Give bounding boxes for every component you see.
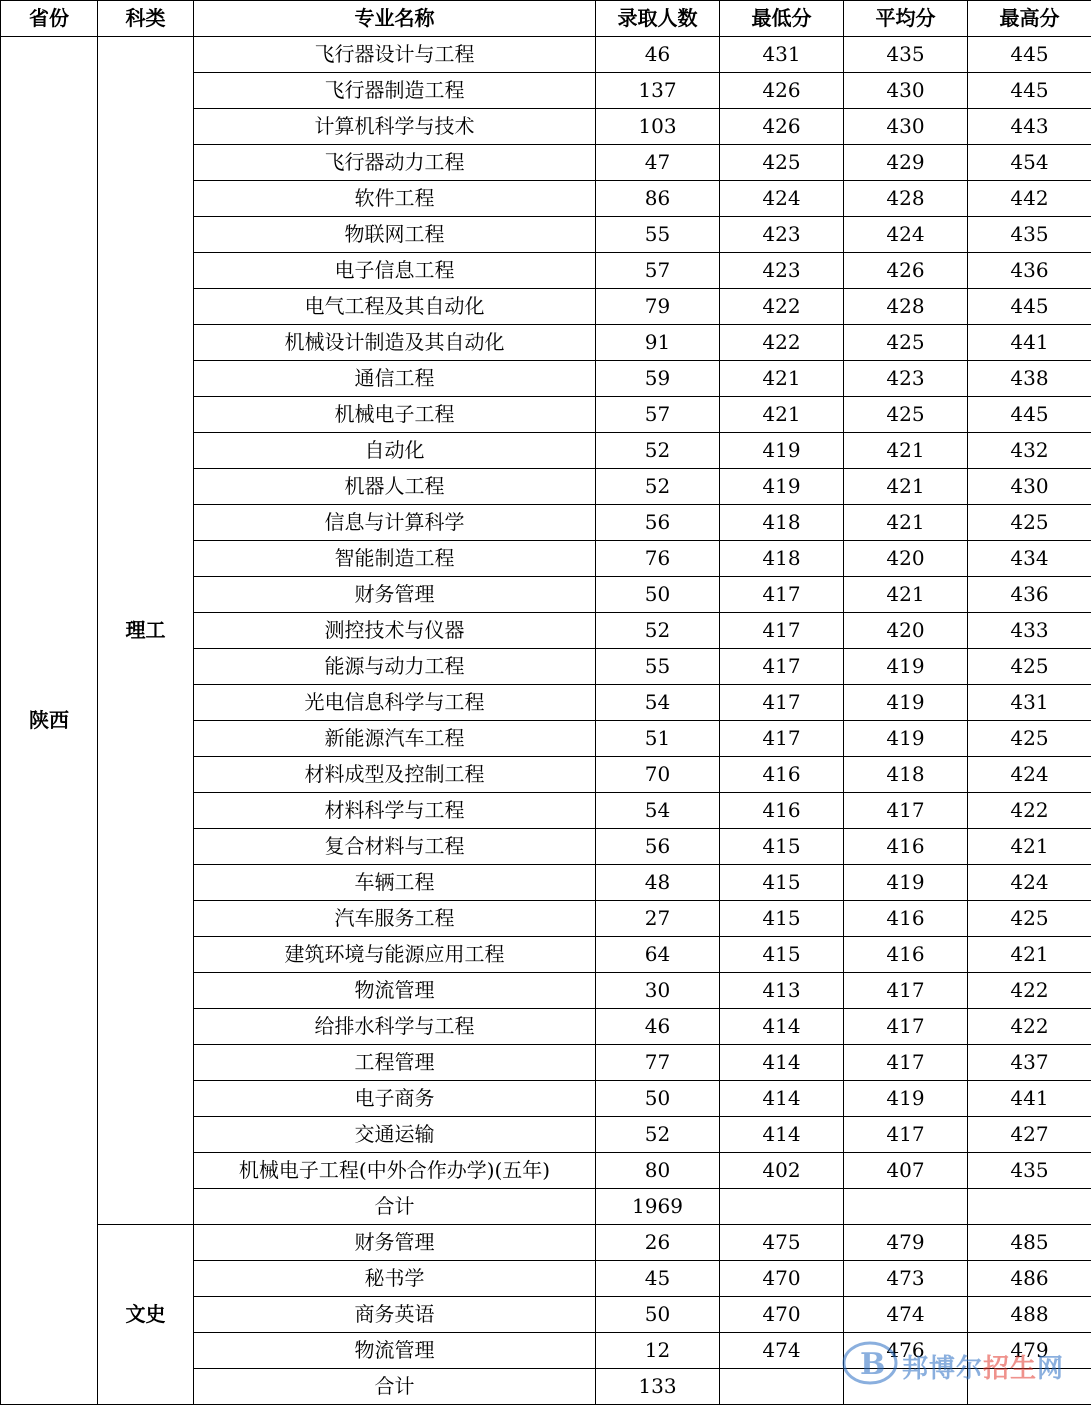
table-row bbox=[1, 37, 1091, 73]
category-cell: 理工 bbox=[98, 37, 194, 1225]
avg-score-cell: 430 bbox=[844, 109, 968, 145]
major-name-cell: 秘书学 bbox=[194, 1261, 596, 1297]
admitted-count-cell: 79 bbox=[596, 289, 720, 325]
admitted-count-cell: 70 bbox=[596, 757, 720, 793]
major-name-cell: 光电信息科学与工程 bbox=[194, 685, 596, 721]
major-name-cell: 电子商务 bbox=[194, 1081, 596, 1117]
total-label-cell: 合计 bbox=[194, 1369, 596, 1405]
min-score-cell: 470 bbox=[720, 1261, 844, 1297]
avg-score-cell: 425 bbox=[844, 325, 968, 361]
avg-score-cell: 425 bbox=[844, 397, 968, 433]
avg-score-cell: 419 bbox=[844, 865, 968, 901]
major-name-cell: 物流管理 bbox=[194, 973, 596, 1009]
major-name-cell: 自动化 bbox=[194, 433, 596, 469]
max-score-cell: 486 bbox=[968, 1261, 1091, 1297]
max-score-cell: 435 bbox=[968, 217, 1091, 253]
min-score-cell: 474 bbox=[720, 1333, 844, 1369]
header-province: 省份 bbox=[1, 1, 98, 37]
max-score-cell: 427 bbox=[968, 1117, 1091, 1153]
max-score-cell: 445 bbox=[968, 289, 1091, 325]
admitted-count-cell: 55 bbox=[596, 217, 720, 253]
avg-score-cell: 421 bbox=[844, 469, 968, 505]
major-name-cell: 飞行器动力工程 bbox=[194, 145, 596, 181]
max-score-cell: 441 bbox=[968, 325, 1091, 361]
total-count-cell: 133 bbox=[596, 1369, 720, 1405]
avg-score-cell: 416 bbox=[844, 829, 968, 865]
avg-score-cell: 428 bbox=[844, 181, 968, 217]
max-score-cell: 422 bbox=[968, 1009, 1091, 1045]
admitted-count-cell: 56 bbox=[596, 829, 720, 865]
admitted-count-cell: 86 bbox=[596, 181, 720, 217]
major-name-cell: 给排水科学与工程 bbox=[194, 1009, 596, 1045]
min-score-cell: 402 bbox=[720, 1153, 844, 1189]
admitted-count-cell: 103 bbox=[596, 109, 720, 145]
total-empty-avg bbox=[844, 1189, 968, 1225]
admitted-count-cell: 52 bbox=[596, 433, 720, 469]
admitted-count-cell: 26 bbox=[596, 1225, 720, 1261]
max-score-cell: 425 bbox=[968, 721, 1091, 757]
avg-score-cell: 421 bbox=[844, 577, 968, 613]
admitted-count-cell: 46 bbox=[596, 37, 720, 73]
admitted-count-cell: 54 bbox=[596, 793, 720, 829]
major-name-cell: 电子信息工程 bbox=[194, 253, 596, 289]
major-name-cell: 新能源汽车工程 bbox=[194, 721, 596, 757]
max-score-cell: 435 bbox=[968, 1153, 1091, 1189]
min-score-cell: 431 bbox=[720, 37, 844, 73]
watermark-text-red: 招生 bbox=[983, 1354, 1038, 1384]
header-row bbox=[1, 1, 1091, 37]
major-name-cell: 软件工程 bbox=[194, 181, 596, 217]
watermark-logo-letter: B bbox=[860, 1347, 886, 1382]
major-name-cell: 智能制造工程 bbox=[194, 541, 596, 577]
min-score-cell: 415 bbox=[720, 901, 844, 937]
max-score-cell: 445 bbox=[968, 397, 1091, 433]
admitted-count-cell: 77 bbox=[596, 1045, 720, 1081]
major-name-cell: 汽车服务工程 bbox=[194, 901, 596, 937]
admitted-count-cell: 48 bbox=[596, 865, 720, 901]
major-name-cell: 物联网工程 bbox=[194, 217, 596, 253]
admitted-count-cell: 52 bbox=[596, 613, 720, 649]
header-min-score: 最低分 bbox=[720, 1, 844, 37]
avg-score-cell: 419 bbox=[844, 1081, 968, 1117]
avg-score-cell: 417 bbox=[844, 1045, 968, 1081]
min-score-cell: 419 bbox=[720, 469, 844, 505]
max-score-cell: 432 bbox=[968, 433, 1091, 469]
min-score-cell: 414 bbox=[720, 1045, 844, 1081]
max-score-cell: 436 bbox=[968, 577, 1091, 613]
avg-score-cell: 421 bbox=[844, 505, 968, 541]
admitted-count-cell: 91 bbox=[596, 325, 720, 361]
admitted-count-cell: 51 bbox=[596, 721, 720, 757]
avg-score-cell: 419 bbox=[844, 649, 968, 685]
avg-score-cell: 430 bbox=[844, 73, 968, 109]
admitted-count-cell: 57 bbox=[596, 397, 720, 433]
admitted-count-cell: 52 bbox=[596, 1117, 720, 1153]
major-name-cell: 飞行器制造工程 bbox=[194, 73, 596, 109]
major-name-cell: 财务管理 bbox=[194, 1225, 596, 1261]
avg-score-cell: 473 bbox=[844, 1261, 968, 1297]
avg-score-cell: 420 bbox=[844, 541, 968, 577]
admitted-count-cell: 64 bbox=[596, 937, 720, 973]
table-row bbox=[1, 1225, 1091, 1261]
admitted-count-cell: 80 bbox=[596, 1153, 720, 1189]
admitted-count-cell: 45 bbox=[596, 1261, 720, 1297]
avg-score-cell: 476 bbox=[844, 1333, 968, 1369]
header-major: 专业名称 bbox=[194, 1, 596, 37]
admitted-count-cell: 52 bbox=[596, 469, 720, 505]
major-name-cell: 机器人工程 bbox=[194, 469, 596, 505]
avg-score-cell: 417 bbox=[844, 1117, 968, 1153]
min-score-cell: 415 bbox=[720, 865, 844, 901]
avg-score-cell: 419 bbox=[844, 721, 968, 757]
total-count-cell: 1969 bbox=[596, 1189, 720, 1225]
min-score-cell: 425 bbox=[720, 145, 844, 181]
min-score-cell: 419 bbox=[720, 433, 844, 469]
min-score-cell: 421 bbox=[720, 361, 844, 397]
min-score-cell: 417 bbox=[720, 613, 844, 649]
admitted-count-cell: 54 bbox=[596, 685, 720, 721]
min-score-cell: 417 bbox=[720, 721, 844, 757]
min-score-cell: 418 bbox=[720, 505, 844, 541]
admitted-count-cell: 30 bbox=[596, 973, 720, 1009]
major-name-cell: 电气工程及其自动化 bbox=[194, 289, 596, 325]
admitted-count-cell: 50 bbox=[596, 1081, 720, 1117]
max-score-cell: 438 bbox=[968, 361, 1091, 397]
min-score-cell: 475 bbox=[720, 1225, 844, 1261]
major-name-cell: 能源与动力工程 bbox=[194, 649, 596, 685]
max-score-cell: 442 bbox=[968, 181, 1091, 217]
max-score-cell: 445 bbox=[968, 73, 1091, 109]
min-score-cell: 422 bbox=[720, 289, 844, 325]
avg-score-cell: 421 bbox=[844, 433, 968, 469]
admitted-count-cell: 46 bbox=[596, 1009, 720, 1045]
header-max-score: 最高分 bbox=[968, 1, 1091, 37]
total-empty-min bbox=[720, 1369, 844, 1405]
total-empty-min bbox=[720, 1189, 844, 1225]
major-name-cell: 商务英语 bbox=[194, 1297, 596, 1333]
admitted-count-cell: 27 bbox=[596, 901, 720, 937]
major-name-cell: 测控技术与仪器 bbox=[194, 613, 596, 649]
max-score-cell: 421 bbox=[968, 829, 1091, 865]
max-score-cell: 433 bbox=[968, 613, 1091, 649]
min-score-cell: 417 bbox=[720, 577, 844, 613]
max-score-cell: 424 bbox=[968, 865, 1091, 901]
province-cell: 陕西 bbox=[1, 37, 98, 1405]
admitted-count-cell: 47 bbox=[596, 145, 720, 181]
max-score-cell: 436 bbox=[968, 253, 1091, 289]
admitted-count-cell: 12 bbox=[596, 1333, 720, 1369]
max-score-cell: 443 bbox=[968, 109, 1091, 145]
admitted-count-cell: 55 bbox=[596, 649, 720, 685]
min-score-cell: 415 bbox=[720, 937, 844, 973]
avg-score-cell: 435 bbox=[844, 37, 968, 73]
max-score-cell: 454 bbox=[968, 145, 1091, 181]
min-score-cell: 426 bbox=[720, 109, 844, 145]
max-score-cell: 422 bbox=[968, 973, 1091, 1009]
min-score-cell: 416 bbox=[720, 757, 844, 793]
major-name-cell: 机械设计制造及其自动化 bbox=[194, 325, 596, 361]
admitted-count-cell: 57 bbox=[596, 253, 720, 289]
min-score-cell: 414 bbox=[720, 1009, 844, 1045]
min-score-cell: 470 bbox=[720, 1297, 844, 1333]
avg-score-cell: 420 bbox=[844, 613, 968, 649]
min-score-cell: 417 bbox=[720, 685, 844, 721]
avg-score-cell: 428 bbox=[844, 289, 968, 325]
major-name-cell: 信息与计算科学 bbox=[194, 505, 596, 541]
major-name-cell: 车辆工程 bbox=[194, 865, 596, 901]
max-score-cell: 430 bbox=[968, 469, 1091, 505]
min-score-cell: 417 bbox=[720, 649, 844, 685]
major-name-cell: 工程管理 bbox=[194, 1045, 596, 1081]
max-score-cell: 488 bbox=[968, 1297, 1091, 1333]
admitted-count-cell: 137 bbox=[596, 73, 720, 109]
avg-score-cell: 407 bbox=[844, 1153, 968, 1189]
total-empty-avg bbox=[844, 1369, 968, 1405]
total-label-cell: 合计 bbox=[194, 1189, 596, 1225]
major-name-cell: 建筑环境与能源应用工程 bbox=[194, 937, 596, 973]
avg-score-cell: 417 bbox=[844, 973, 968, 1009]
max-score-cell: 424 bbox=[968, 757, 1091, 793]
max-score-cell: 434 bbox=[968, 541, 1091, 577]
major-name-cell: 机械电子工程 bbox=[194, 397, 596, 433]
major-name-cell: 财务管理 bbox=[194, 577, 596, 613]
avg-score-cell: 429 bbox=[844, 145, 968, 181]
min-score-cell: 426 bbox=[720, 73, 844, 109]
header-admitted: 录取人数 bbox=[596, 1, 720, 37]
min-score-cell: 413 bbox=[720, 973, 844, 1009]
major-name-cell: 交通运输 bbox=[194, 1117, 596, 1153]
avg-score-cell: 474 bbox=[844, 1297, 968, 1333]
major-name-cell: 材料科学与工程 bbox=[194, 793, 596, 829]
avg-score-cell: 479 bbox=[844, 1225, 968, 1261]
min-score-cell: 424 bbox=[720, 181, 844, 217]
max-score-cell: 425 bbox=[968, 649, 1091, 685]
avg-score-cell: 416 bbox=[844, 901, 968, 937]
max-score-cell: 485 bbox=[968, 1225, 1091, 1261]
max-score-cell: 431 bbox=[968, 685, 1091, 721]
min-score-cell: 418 bbox=[720, 541, 844, 577]
min-score-cell: 422 bbox=[720, 325, 844, 361]
category-cell: 文史 bbox=[98, 1225, 194, 1405]
admitted-count-cell: 59 bbox=[596, 361, 720, 397]
min-score-cell: 414 bbox=[720, 1117, 844, 1153]
max-score-cell: 425 bbox=[968, 505, 1091, 541]
min-score-cell: 423 bbox=[720, 217, 844, 253]
avg-score-cell: 419 bbox=[844, 685, 968, 721]
avg-score-cell: 418 bbox=[844, 757, 968, 793]
header-avg-score: 平均分 bbox=[844, 1, 968, 37]
admitted-count-cell: 50 bbox=[596, 1297, 720, 1333]
max-score-cell: 421 bbox=[968, 937, 1091, 973]
min-score-cell: 414 bbox=[720, 1081, 844, 1117]
avg-score-cell: 417 bbox=[844, 793, 968, 829]
max-score-cell: 441 bbox=[968, 1081, 1091, 1117]
max-score-cell: 425 bbox=[968, 901, 1091, 937]
major-name-cell: 复合材料与工程 bbox=[194, 829, 596, 865]
max-score-cell: 437 bbox=[968, 1045, 1091, 1081]
avg-score-cell: 417 bbox=[844, 1009, 968, 1045]
admitted-count-cell: 50 bbox=[596, 577, 720, 613]
total-empty-max bbox=[968, 1369, 1091, 1405]
major-name-cell: 物流管理 bbox=[194, 1333, 596, 1369]
major-name-cell: 计算机科学与技术 bbox=[194, 109, 596, 145]
min-score-cell: 421 bbox=[720, 397, 844, 433]
avg-score-cell: 416 bbox=[844, 937, 968, 973]
min-score-cell: 416 bbox=[720, 793, 844, 829]
admitted-count-cell: 76 bbox=[596, 541, 720, 577]
max-score-cell: 445 bbox=[968, 37, 1091, 73]
avg-score-cell: 426 bbox=[844, 253, 968, 289]
avg-score-cell: 424 bbox=[844, 217, 968, 253]
max-score-cell: 479 bbox=[968, 1333, 1091, 1369]
watermark-text-blue2: 网 bbox=[1037, 1354, 1065, 1384]
admitted-count-cell: 56 bbox=[596, 505, 720, 541]
max-score-cell: 422 bbox=[968, 793, 1091, 829]
major-name-cell: 机械电子工程(中外合作办学)(五年) bbox=[194, 1153, 596, 1189]
min-score-cell: 415 bbox=[720, 829, 844, 865]
min-score-cell: 423 bbox=[720, 253, 844, 289]
total-empty-max bbox=[968, 1189, 1091, 1225]
header-category: 科类 bbox=[98, 1, 194, 37]
watermark-text-blue: 邦博尔 bbox=[902, 1354, 984, 1384]
major-name-cell: 材料成型及控制工程 bbox=[194, 757, 596, 793]
major-name-cell: 飞行器设计与工程 bbox=[194, 37, 596, 73]
major-name-cell: 通信工程 bbox=[194, 361, 596, 397]
avg-score-cell: 423 bbox=[844, 361, 968, 397]
